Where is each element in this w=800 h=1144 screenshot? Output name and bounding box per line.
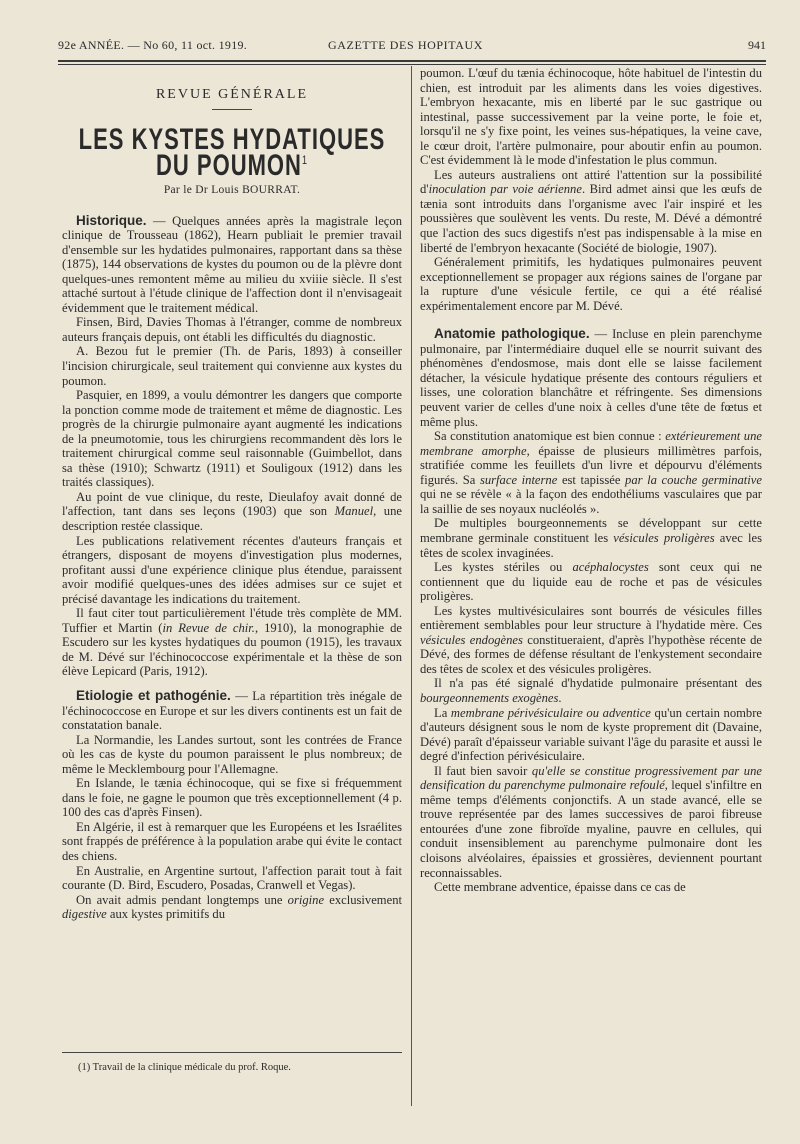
- section-heading-historique: Historique.: [76, 212, 147, 228]
- header-rule: [58, 60, 766, 62]
- paragraph: Les auteurs australiens ont attiré l'attention sur la possibilité d'inoculation par voie aérienne. Bird admet ainsi que les œufs de tænia sont introduits dans l'organisme avec l'air inspiré et les poussières que soulèvent les vents. Du reste, M. Dévé a démontré que l'action des sucs digestifs n'est pas indispensable à la mise en liberté de l'embryon hexacante (Société de biologie, 1907).: [420, 167, 762, 255]
- article-title: [62, 121, 402, 181]
- column-divider: [411, 66, 412, 1106]
- paragraph: En Islande, le tænia échinocoque, qui se fixe si fréquemment dans le foie, ne gagne le poumon que très exceptionnellement (4 p. 100 des cas d'après Finsen).: [62, 776, 402, 820]
- paragraph: De multiples bourgeonnements se développant sur cette membrane germinale constituent les vésicules proligères avec les têtes de scolex invaginées.: [420, 516, 762, 560]
- header-rule-thin: [58, 64, 766, 65]
- page-number: 941: [748, 38, 766, 52]
- byline: Par le Dr Louis BOURRAT.: [163, 183, 301, 196]
- section-rubric: REVUE GÉNÉRALE: [155, 87, 309, 102]
- section-heading-etiologie: Etiologie et pathogénie.: [76, 688, 231, 704]
- paragraph: poumon. L'œuf du tænia échinocoque, hôte habituel de l'intestin du chien, est introduit par les aliments dans les voies digestives. L'embryon hexacante, mis en liberté par le suc gastrique ou intestinal, passe successivement par la veine porte, le foie et, lorsqu'il ne s'y fixe point, les veines sus-hépatiques, la veine cave, le cœur droit, l'artère pulmonaire, pour aboutir enfin au poumon. C'est évidemment là le mode d'infestation le plus commun.: [420, 66, 762, 168]
- paragraph: Etiologie et pathogénie. — La répartition très inégale de l'échinococcose en Europe et sur les divers continents est un fait de constatation banale.: [62, 688, 402, 733]
- right-column: [420, 66, 762, 895]
- paragraph: La Normandie, les Landes surtout, sont les contrées de France où les cas de kyste du poumon paraissent le plus nombreux; de même le Mecklembourg pour l'Allemagne.: [62, 732, 402, 776]
- footnote: (1) Travail de la clinique médicale du prof. Roque.: [78, 1062, 291, 1073]
- paragraph: Cette membrane adventice, épaisse dans ce cas de: [434, 880, 686, 895]
- rubric-rule: [212, 109, 252, 110]
- left-column: [62, 66, 402, 922]
- paragraph: On avait admis pendant longtemps une origine exclusivement digestive aux kystes primitifs du: [62, 892, 402, 922]
- paragraph: Il n'a pas été signalé d'hydatide pulmonaire présentant des bourgeonnements exogènes.: [420, 676, 762, 705]
- paragraph: Historique. — Quelques années après la magistrale leçon clinique de Trousseau (1862), Hearn publiait le premier travail d'ensemble sur les hydatides pulmonaires, rapportant dans sa thèse (1875), 144 observations de kystes du poumon ou de la plèvre dont quelques-unes remontent même au milieu du xviiie siècle. Il s'est attaché surtout à l'étude clinique de l'affection dont il n'envisageait évidemment que le traitement médical.: [62, 212, 402, 315]
- paragraph: Généralement primitifs, les hydatiques pulmonaires peuvent exceptionnellement se propager aux régions saines de l'organe par la rupture d'une vésicule fertile, ce qui a été réalisé expérimentalement encore par M. Dévé.: [420, 255, 762, 313]
- running-header: [58, 34, 766, 56]
- paragraph: Finsen, Bird, Davies Thomas à l'étranger, comme de nombreux auteurs français depuis, ont établi les difficultés du diagnostic.: [62, 315, 402, 344]
- paragraph: Pasquier, en 1899, a voulu démontrer les dangers que comporte la ponction comme mode de traitement et même de diagnostic. Les progrès de la chirurgie pulmonaire ayant augmenté les indications de la pneumotomie, tous les chirurgiens recommandent dès lors le traitement chirurgical comme seul raisonnable (Guimbellot, dans sa thèse (1910); Schwartz (1911) et Souligoux (1912) dans les traités classiques).: [62, 388, 402, 490]
- paragraph: Les kystes stériles ou acéphalocystes sont ceux qui ne contiennent que du liquide eau de roche et pas de vésicules proligères.: [420, 560, 763, 604]
- paragraph: Il faut citer tout particulièrement l'étude très complète de MM. Tuffier et Martin (in Revue de chir., 1910), la monographie de Escudero sur les kystes hydatiques du poumon (1915), les travaux de M. Dévé sur l'échinococcose expérimentale et la thèse de son élève Lepicard (Paris, 1912).: [62, 606, 402, 679]
- paragraph: Anatomie pathologique. — Incluse en plein parenchyme pulmonaire, par l'intermédiaire duquel elle se nourrit suivant des phénomènes d'endosmose, mais dont elle se laisse facilement détacher, la vésicule hydatique présente des contours réguliers et lisses, une coloration blanchâtre et réfringente. Ses dimensions peuvent varier de celles d'une noix à celles d'une tête de fœtus et même plus.: [420, 326, 762, 429]
- paragraph: A. Bezou fut le premier (Th. de Paris, 1893) à conseiller l'incision chirurgicale, seul traitement qui convienne aux kystes du poumon.: [62, 344, 402, 388]
- paragraph: En Algérie, il est à remarquer que les Européens et les Israélites sont frappés de préférence à la population arabe qui évite le contact des chiens.: [62, 819, 402, 864]
- issue-info: 92e ANNÉE. — No 60, 11 oct. 1919.: [58, 38, 248, 52]
- paragraph: Au point de vue clinique, du reste, Dieulafoy avait donné de l'affection, tant dans ses leçons (1903) que son Manuel, une description restée classique.: [62, 489, 402, 533]
- paragraph: En Australie, en Argentine surtout, l'affection parait tout à fait courante (D. Bird, Escudero, Posadas, Cranwell et Vegas).: [62, 863, 402, 893]
- paragraph: La membrane périvésiculaire ou adventice qu'un certain nombre d'auteurs désignent sous le nom de kyste proprement dit (Davaine, Dévé) paraît d'épaisseur variable suivant l'âge du parasite et aussi le degré d'infection périvésiculaire.: [420, 705, 762, 764]
- article-title-text: LES KYSTES HYDATIQUES DU POUMON: [78, 121, 386, 181]
- section-heading-anatomie: Anatomie pathologique.: [434, 326, 590, 342]
- journal-title: GAZETTE DES HOPITAUX: [328, 38, 484, 52]
- title-footnote-mark: 1: [301, 152, 308, 166]
- paragraph: Les publications relativement récentes d'auteurs français et étrangers, disposant de moyens d'investigation plus modernes, profitant aussi d'une expérience clinique plus étendue, paraissent avoir modifié quelques-unes des idées admises sur ce sujet et précisé davantage les indications du traitement.: [62, 533, 402, 606]
- paragraph: Les kystes multivésiculaires sont bourrés de vésicules filles entièrement semblables pour leur structure à l'hydatide mère. Ces vésicules endogènes constitueraient, d'après l'hypothèse récente de Dévé, des formes de défense résultant de l'enkystement secondaire des têtes de scolex et des vésicules proligères.: [420, 603, 763, 676]
- paragraph: Il faut bien savoir qu'elle se constitue progressivement par une densification du parenchyme pulmonaire refoulé, lequel s'infiltre en même temps d'éléments conjonctifs. A un stade avancé, elle se trouve représentée par des lames successives de paroi fibreuse entourées d'une zone fibroïde myaline, pauvre en cellules, qui conduit insensiblement au parenchyme pulmonaire dont les cloisons alvéolaires, épaissies et grossières, deviennent pourtant reconnaissables.: [420, 763, 762, 880]
- footnote-rule: [62, 1052, 402, 1053]
- paragraph: Sa constitution anatomique est bien connue : extérieurement une membrane amorphe, épaisse de plusieurs millimètres parfois, stratifiée comme les feuillets d'un livre et dépourvu d'éléments figurés. Sa surface interne est tapissée par la couche germinative qui ne se révèle « à la façon des endothéliums vasculaires que par la saillie de ses noyaux nucléolés ».: [420, 429, 762, 516]
